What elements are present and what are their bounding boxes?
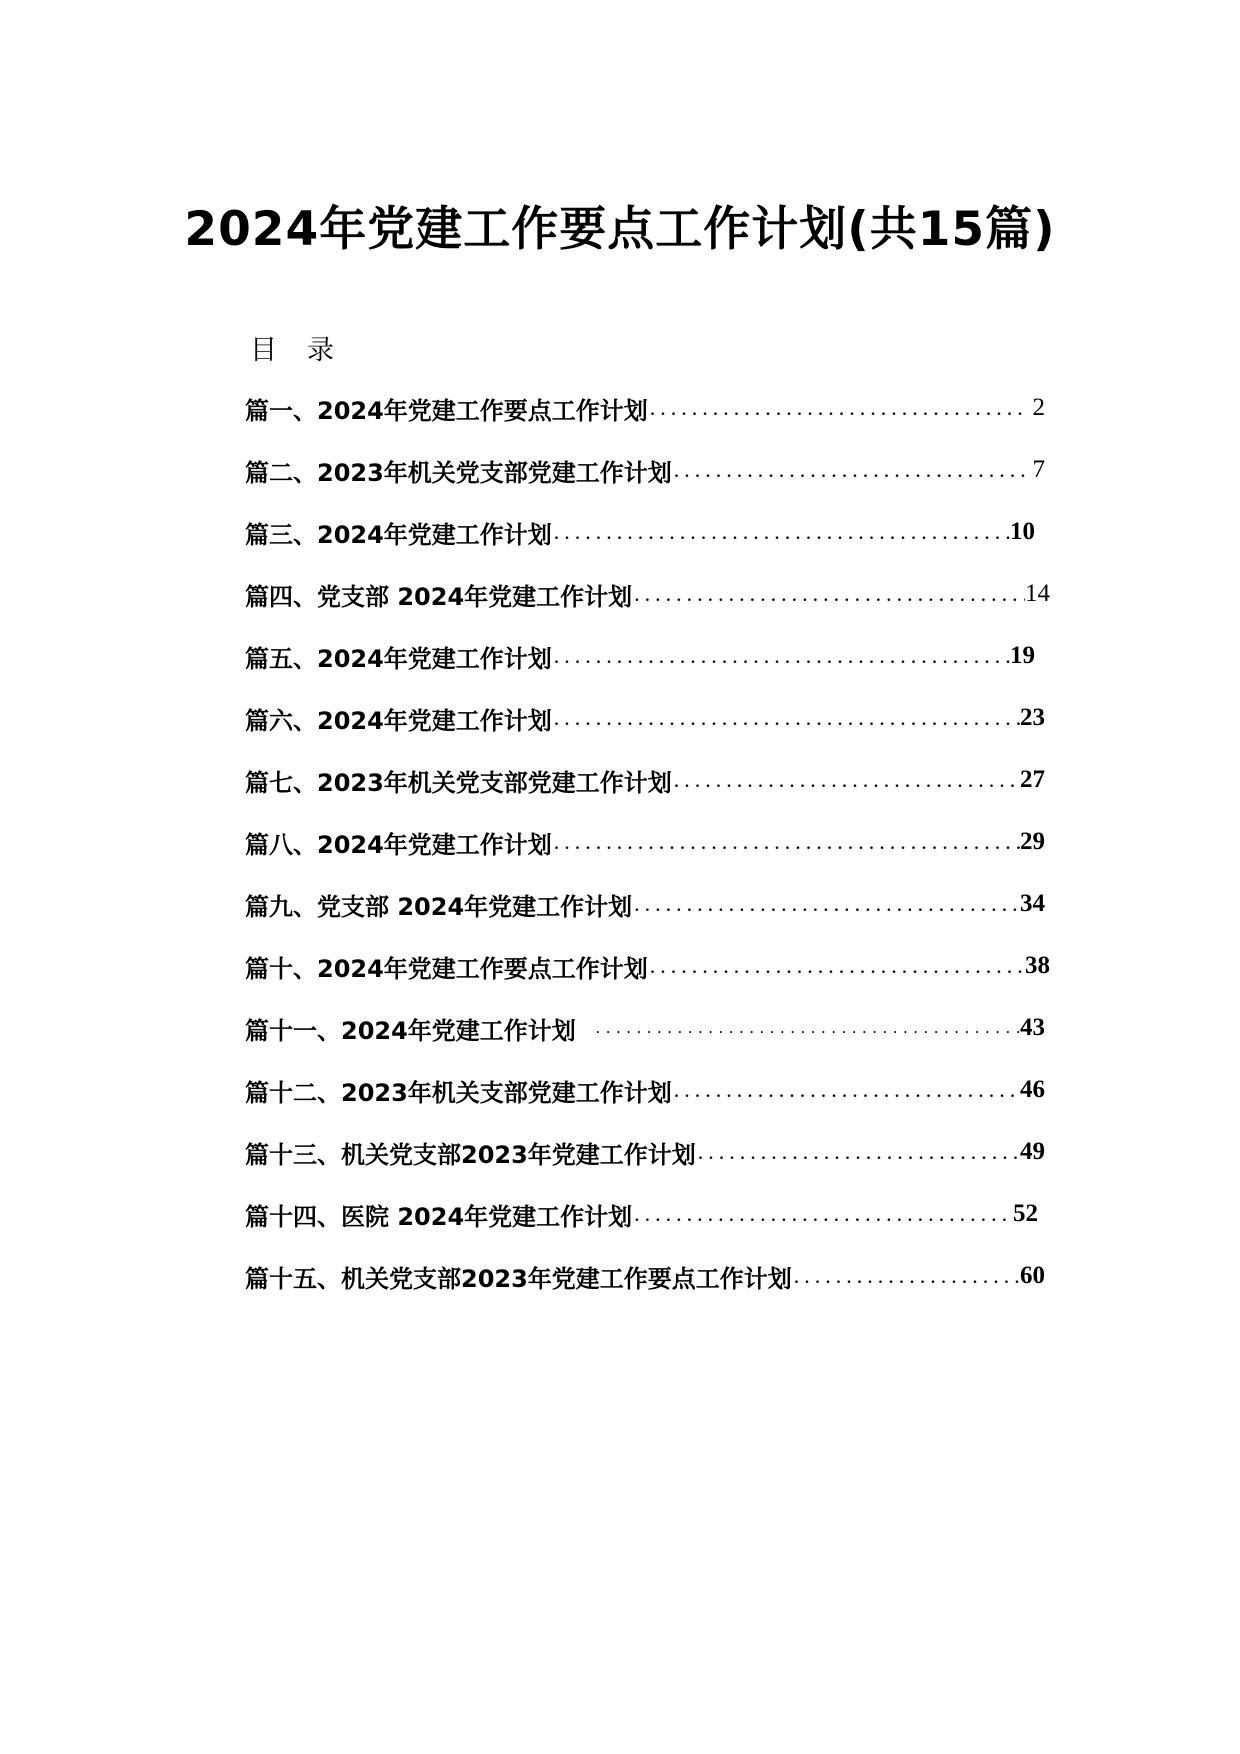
toc-entry-label: 篇五、 [245,644,317,673]
toc-entry-label: 篇六、 [245,706,317,735]
toc-entry-title: 党支部 2024年党建工作计划 [317,582,633,611]
toc-entry-title: 2023年机关党支部党建工作计划 [317,458,672,487]
document-title: 2024年党建工作要点工作计划(共15篇) [184,202,1056,257]
toc-leader-dots [672,767,1020,793]
toc-entry-title: 2023年机关支部党建工作计划 [341,1078,672,1107]
toc-leader-dots [648,395,1025,421]
toc-leader-dots [672,457,1025,483]
toc-leader-dots [632,1201,1013,1227]
toc-entry-title: 机关党支部2023年党建工作要点工作计划 [341,1264,792,1293]
toc-entry-page: 29 [1020,828,1045,855]
toc-entry[interactable] [245,574,1050,614]
toc-entry-page: 38 [1025,952,1050,979]
toc-leader-dots [632,891,1020,917]
toc-entry-label: 篇九、 [245,892,317,921]
toc-entry[interactable] [245,388,1045,428]
toc-entry-label: 篇四、 [245,582,317,611]
toc-entry[interactable] [245,1070,1045,1110]
toc-entry[interactable] [245,1194,1038,1234]
toc-entry-page: 7 [1032,456,1045,483]
toc-entry-page: 10 [1010,518,1035,545]
toc-leader-dots [552,519,1010,545]
toc-entry-label: 篇三、 [245,520,317,549]
toc-entry[interactable] [245,698,1045,738]
toc-entry[interactable] [245,760,1045,800]
toc-entry-page: 27 [1020,766,1045,793]
toc-entry-page: 19 [1010,642,1035,669]
toc-entry-label: 篇十二、 [245,1078,341,1107]
toc-entry-label: 篇一、 [245,396,317,425]
toc-entry-title: 2024年党建工作计划 [341,1016,576,1045]
toc-entry-title: 医院 2024年党建工作计划 [341,1202,633,1231]
toc-entry[interactable] [245,1008,1045,1048]
toc-entry-page: 23 [1020,704,1045,731]
toc-entry-page: 60 [1020,1262,1045,1289]
toc-entry-label: 篇十三、 [245,1140,341,1169]
toc-entry-title: 党支部 2024年党建工作计划 [317,892,633,921]
toc-leader-dots [632,581,1025,607]
toc-entry[interactable] [245,636,1035,676]
toc-entry-title: 2024年党建工作计划 [317,520,552,549]
toc-entry-label: 篇七、 [245,768,317,797]
toc-leader-dots [696,1139,1020,1165]
toc-entry-title: 2024年党建工作计划 [317,830,552,859]
toc-entry-title: 机关党支部2023年党建工作计划 [341,1140,696,1169]
toc-entry-page: 49 [1020,1138,1045,1165]
toc-entry-label: 篇十、 [245,954,317,983]
toc-entry[interactable] [245,884,1045,924]
toc-entry-label: 篇十四、 [245,1202,341,1231]
toc-entry-label: 篇二、 [245,458,317,487]
toc-entry-title: 2024年党建工作要点工作计划 [317,396,648,425]
toc-entry-title: 2023年机关党支部党建工作计划 [317,768,672,797]
toc-entry[interactable] [245,822,1045,862]
toc-entry-label: 篇十一、 [245,1016,341,1045]
toc-leader-dots [552,705,1020,731]
toc-entry-label: 篇十五、 [245,1264,341,1293]
toc-entry-page: 2 [1032,394,1045,421]
toc-entry-title: 2024年党建工作计划 [317,706,552,735]
toc-leader-dots [672,1077,1020,1103]
toc-leader-dots [552,829,1020,855]
toc-entry[interactable] [245,1256,1045,1296]
toc-leader-dots [594,1018,1020,1038]
toc-leader-dots [552,643,1010,669]
toc-leader-dots [648,953,1025,979]
toc-heading: 目录 [250,335,364,366]
toc-entry[interactable] [245,1132,1045,1172]
toc-entry-title: 2024年党建工作要点工作计划 [317,954,648,983]
toc-entry-title: 2024年党建工作计划 [317,644,552,673]
toc-leader-dots [792,1263,1020,1289]
toc-entry[interactable] [245,450,1045,490]
toc-entry[interactable] [245,946,1050,986]
toc-entry-page: 52 [1013,1200,1038,1227]
toc-entry-page: 14 [1025,580,1050,607]
toc-entry-page: 34 [1020,890,1045,917]
toc-entry-page: 43 [1020,1014,1045,1041]
toc-entry-label: 篇八、 [245,830,317,859]
toc-entry-page: 46 [1020,1076,1045,1103]
toc-entry[interactable] [245,512,1035,552]
